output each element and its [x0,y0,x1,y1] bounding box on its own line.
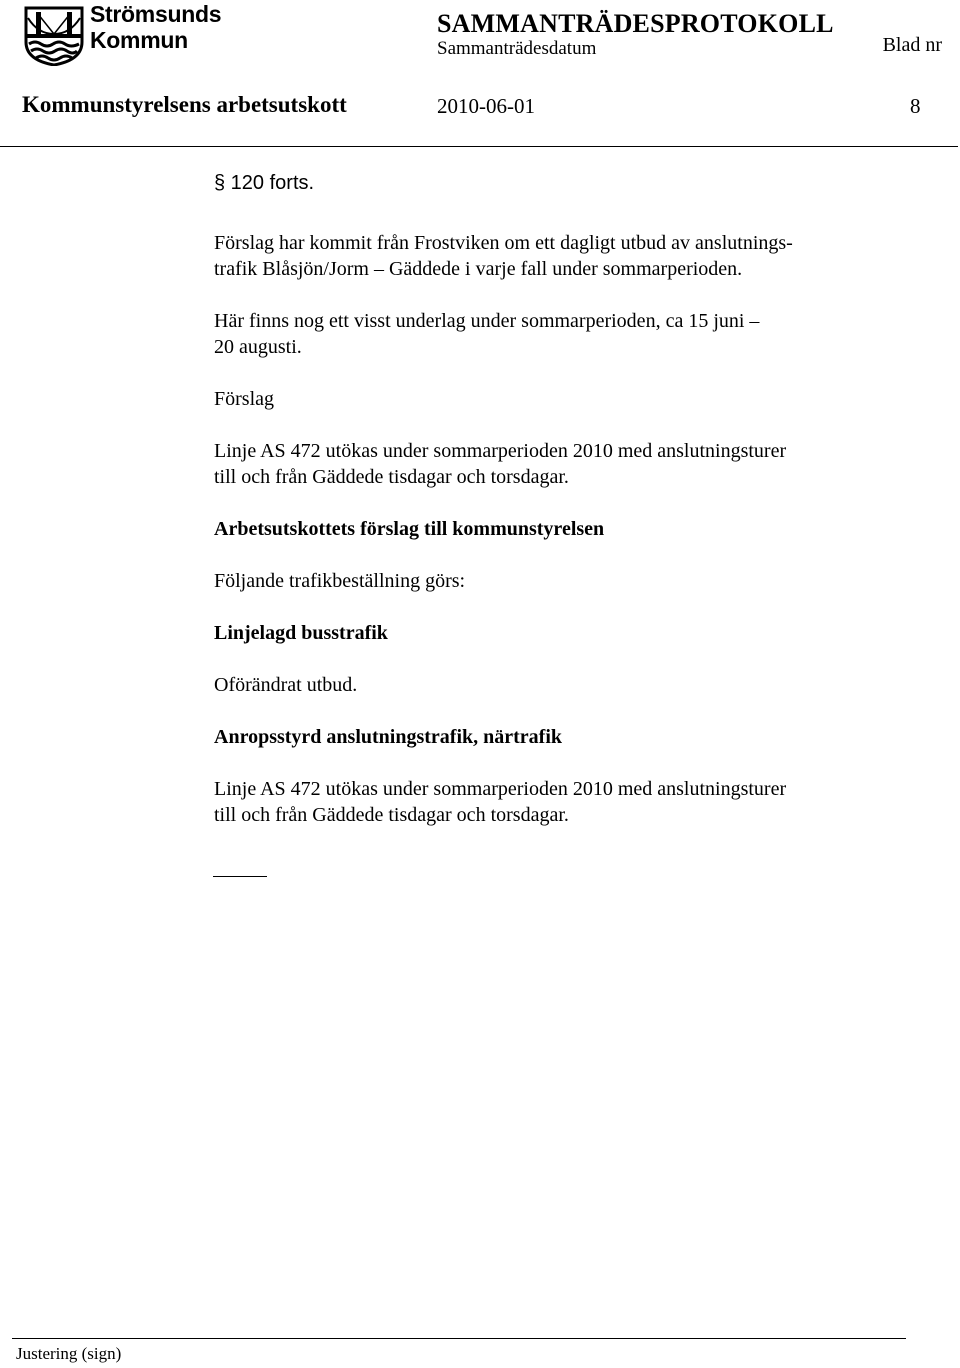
logo-text-line2: Kommun [90,27,188,53]
document-title: SAMMANTRÄDESPROTOKOLL [437,9,834,38]
paragraph-line: till och från Gäddede tisdagar och torsdagar. [214,466,569,488]
heading-forslag: Förslag [214,388,274,410]
paragraph-demand [214,308,759,360]
header-divider [0,146,958,147]
meeting-date-label: Sammanträdesdatum [437,38,597,59]
committee-name: Kommunstyrelsens arbetsutskott [22,92,347,117]
paragraph-line: till och från Gäddede tisdagar och torsdagar. [214,804,569,826]
paragraph-line: trafik Blåsjön/Jorm – Gäddede i varje fall under sommarperioden. [214,258,743,280]
section-reference: § 120 forts. [214,172,315,194]
paragraph-order: Följande trafikbeställning görs: [214,570,466,592]
heading-scheduled-bus: Linjelagd busstrafik [214,622,388,644]
paragraph-line: Linje AS 472 utökas under sommarperioden 2010 med anslutningsturer [214,440,787,462]
meeting-date: 2010-06-01 [437,94,535,118]
paragraph-line: Förslag har kommit från Frostviken om ett dagligt utbud av anslutnings- [214,232,793,254]
paragraph-proposal-background [214,230,793,282]
logo-text-line1: Strömsunds [90,1,222,27]
page-number: 8 [910,94,921,118]
paragraph-proposal [214,438,786,490]
paragraph-unchanged: Oförändrat utbud. [214,674,358,696]
paragraph-line: Linje AS 472 utökas under sommarperioden 2010 med anslutningsturer [214,778,787,800]
heading-committee-proposal: Arbetsutskottets förslag till kommunstyrelsen [214,518,605,540]
section-end-divider [213,876,267,877]
signature-label: Justering (sign) [16,1344,122,1363]
heading-on-demand-traffic: Anropsstyrd anslutningstrafik, närtrafik [214,726,563,748]
paragraph-line: Här finns nog ett visst underlag under sommarperioden, ca 15 juni – [214,310,760,332]
paragraph-line: 20 augusti. [214,336,302,358]
bridge-emblem-icon [22,4,86,66]
page-number-label: Blad nr [882,34,942,56]
paragraph-decision [214,776,786,828]
footer-divider [12,1338,906,1339]
